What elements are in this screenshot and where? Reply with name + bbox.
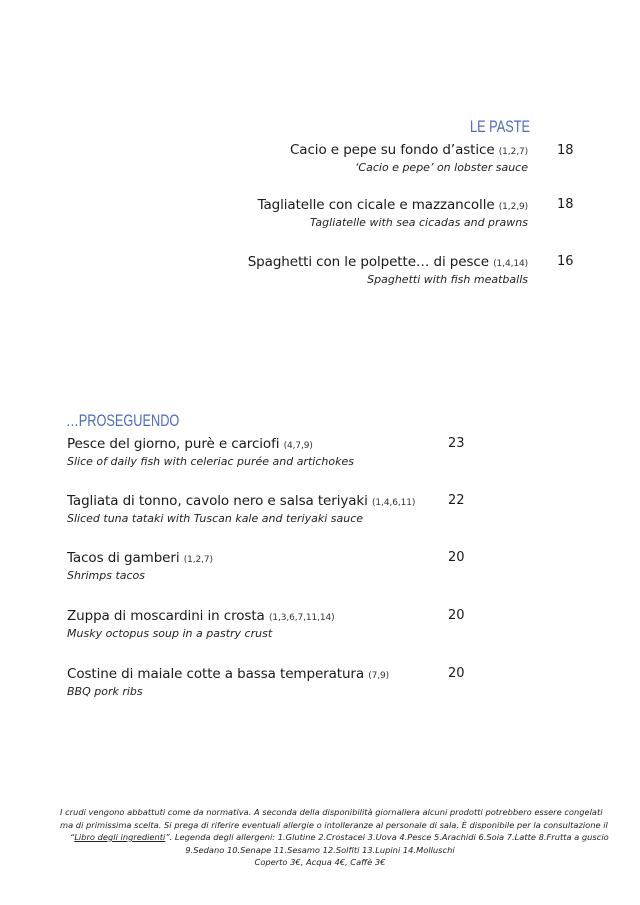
allergens: (4,7,9) xyxy=(283,441,313,451)
menu-item xyxy=(258,197,528,229)
menu-item xyxy=(67,493,415,525)
dish-name: Zuppa di moscardini in crosta (1,3,6,7,11,14) xyxy=(67,608,335,624)
footer-line: “Libro degli ingredienti”. Legenda degli allergeni: 1.Glutine 2.Crostacei 3.Uova 4.Pesce 5.Arachidi 6.Soia 7.Latte 8.Frutta a guscio xyxy=(70,832,609,842)
dish-price: 18 xyxy=(557,197,574,212)
ingredients-book-link: Libro degli ingredienti xyxy=(74,832,166,842)
footer-line: I crudi vengono abbattuti come da normativa. A seconda della disponibilità giornaliera alcuni prodotti potrebbero essere congelati xyxy=(60,807,603,817)
footer-notes xyxy=(60,806,609,869)
menu-item xyxy=(67,608,335,640)
dish-name: Tacos di gamberi (1,2,7) xyxy=(67,550,213,566)
dish-name: Costine di maiale cotte a bassa temperatura (7,9) xyxy=(67,666,390,682)
allergens: (1,2,7) xyxy=(183,555,213,565)
dish-price: 22 xyxy=(448,493,465,508)
cover-charge-line: Coperto 3€, Acqua 4€, Caffè 3€ xyxy=(254,857,386,867)
menu-item xyxy=(290,142,528,174)
menu-item xyxy=(248,254,528,286)
section-title-proseguendo: …PROSEGUENDO xyxy=(66,411,180,430)
dish-description: Slice of daily fish with celeriac purée and artichokes xyxy=(67,455,354,468)
dish-price: 23 xyxy=(448,436,465,451)
allergens: (1,4,14) xyxy=(493,259,528,269)
allergens: (1,4,6,11) xyxy=(372,498,416,508)
dish-name: Tagliatelle con cicale e mazzancolle (1,2,9) xyxy=(257,197,528,213)
dish-description: Musky octopus soup in a pastry crust xyxy=(67,627,273,640)
dish-description: BBQ pork ribs xyxy=(67,685,143,698)
dish-name: Pesce del giorno, purè e carciofi (4,7,9) xyxy=(67,436,313,452)
dish-price: 20 xyxy=(448,550,465,565)
dish-description: Shrimps tacos xyxy=(67,569,146,582)
dish-name: Tagliata di tonno, cavolo nero e salsa teriyaki (1,4,6,11) xyxy=(67,493,416,509)
dish-name: Spaghetti con le polpette… di pesce (1,4,14) xyxy=(247,254,528,270)
dish-price: 16 xyxy=(557,254,574,269)
menu-item xyxy=(67,436,354,468)
menu-item xyxy=(67,550,213,582)
allergens: (1,2,9) xyxy=(498,202,528,212)
allergens: (7,9) xyxy=(368,671,390,681)
footer-line: ma di primissima scelta. Si prega di riferire eventuali allergie o intolleranze al personale di sala. È disponibile per la consultazione il xyxy=(60,819,608,830)
dish-price: 20 xyxy=(448,666,465,681)
dish-price: 20 xyxy=(448,608,465,623)
dish-description: Spaghetti with fish meatballs xyxy=(367,273,528,286)
allergens: (1,3,6,7,11,14) xyxy=(268,613,335,623)
section-title-paste: LE PASTE xyxy=(470,117,530,136)
dish-price: 18 xyxy=(557,143,574,158)
menu-item xyxy=(67,666,389,698)
allergens: (1,2,7) xyxy=(498,147,528,157)
dish-description: ‘Cacio e pepe’ on lobster sauce xyxy=(354,161,528,174)
dish-description: Sliced tuna tataki with Tuscan kale and teriyaki sauce xyxy=(67,512,364,525)
footer-line: 9.Sedano 10.Senape 11.Sesamo 12.Solfiti 13.Lupini 14.Molluschi xyxy=(185,844,455,855)
dish-name: Cacio e pepe su fondo d’astice (1,2,7) xyxy=(289,142,528,158)
dish-description: Tagliatelle with sea cicadas and prawns xyxy=(309,216,528,229)
